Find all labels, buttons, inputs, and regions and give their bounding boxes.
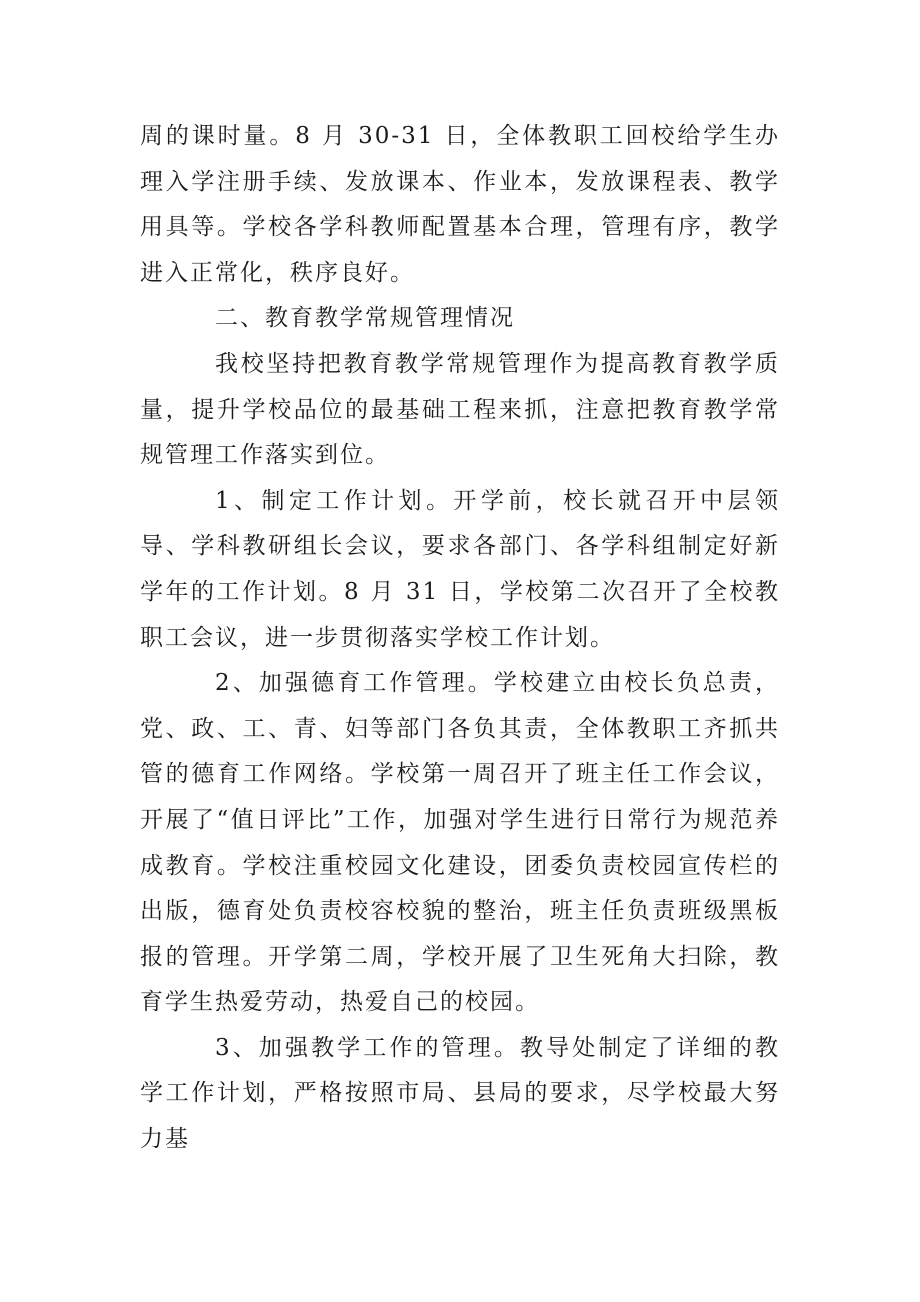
paragraph-intro: 我校坚持把教育教学常规管理作为提高教育教学质量，提升学校品位的最基础工程来抓，注意把教育教学常规管理工作落实到位。 [140,350,780,469]
paragraph-item-3: 3、加强教学工作的管理。教导处制定了详细的教学工作计划，严格按照市局、县局的要求，尽学校最大努力基 [140,1034,780,1153]
paragraph-continuation: 周的课时量。8 月 30-31 日，全体教职工回校给学生办理入学注册手续、发放课本、作业本，发放课程表、教学用具等。学校各学科教师配置基本合理，管理有序，教学进入正常化，秩序良好。 [140,123,780,286]
paragraph-item-1: 1、制定工作计划。开学前，校长就召开中层领导、学科教研组长会议，要求各部门、各学科组制定好新学年的工作计划。8 月 31 日，学校第二次召开了全校教职工会议，进一步贯彻落实学校工作计划。 [140,487,780,651]
section-heading: 二、教育教学常规管理情况 [215,305,515,332]
paragraph-item-2: 2、加强德育工作管理。学校建立由校长负总责，党、政、工、青、妇等部门各负其责，全体教职工齐抓共管的德育工作网络。学校第一周召开了班主任工作会议，开展了“值日评比”工作，加强对学生进行日常行为规范养成教育。学校注重校园文化建设，团委负责校园宣传栏的出版，德育处负责校容校貌的整治，班主任负责班级黑板报的管理。开学第二周，学校开展了卫生死角大扫除，教育学生热爱劳动，热爱自己的校园。 [140,670,780,1016]
document-body [140,114,780,1163]
